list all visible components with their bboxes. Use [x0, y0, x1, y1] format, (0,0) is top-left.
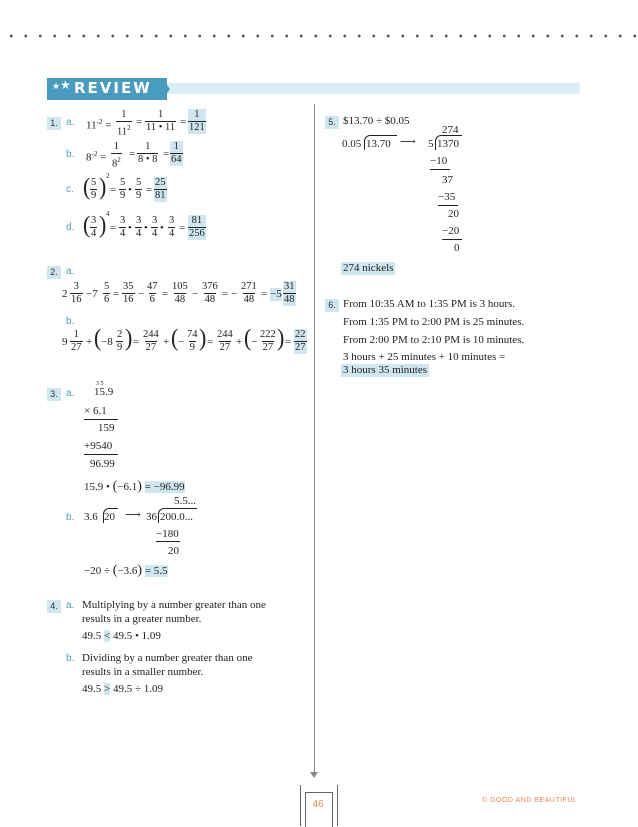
fraction: $\frac{376}{48}$ [202, 281, 218, 305]
fraction: $\frac{1}{11^2}$ [117, 109, 131, 138]
fraction: $\frac{2}{9}$ [117, 329, 123, 353]
question-number: 2. [47, 266, 61, 279]
column-divider [314, 104, 315, 776]
fraction: $\frac{47}{6}$ [147, 281, 158, 305]
part-letter: c. [66, 184, 74, 195]
fraction: $\frac{244}{27}$ [217, 329, 233, 353]
part-letter: a. [66, 388, 75, 399]
divider-arrow-icon [310, 772, 318, 778]
fraction: $\frac{5}{9}$ [120, 177, 126, 201]
arrow-right-icon: ⟶ [400, 136, 416, 148]
dotted-border [0, 34, 638, 38]
question-number: 4. [47, 600, 61, 613]
answer-fraction: $\frac{81}{256}$ [189, 215, 205, 239]
question-number: 3. [47, 388, 61, 401]
star-icon: ★ [52, 82, 61, 92]
fraction: $\frac{1}{8 • 8}$ [138, 141, 158, 165]
answer-fraction: $\frac{22}{27}$ [295, 329, 306, 353]
answer-fraction: $\frac{31}{48}$ [284, 281, 295, 305]
fraction: $\frac{3}{4}$ [91, 215, 97, 239]
fraction: $\frac{244}{27}$ [143, 329, 159, 353]
fraction: $\frac{5}{9}$ [136, 177, 142, 201]
equation: 15.9 • (−6.1) = −96.99 [84, 479, 185, 494]
fraction: $\frac{3}{16}$ [71, 281, 82, 305]
part-letter: b. [66, 149, 75, 160]
part-letter: b. [66, 512, 75, 523]
fraction: $\frac{3}{4}$ [136, 215, 142, 239]
answer: 274 nickels [343, 262, 394, 274]
header-stripe [160, 83, 580, 94]
fraction: $\frac{1}{8^2}$ [112, 141, 121, 170]
part-letter: b. [66, 653, 75, 664]
fraction: $\frac{222}{27}$ [260, 329, 276, 353]
fraction: $\frac{1}{11 • 11}$ [146, 109, 176, 133]
fraction: $\frac{3}{4}$ [120, 215, 126, 239]
fraction: $\frac{74}{9}$ [187, 329, 198, 353]
fraction: $\frac{5}{9}$ [91, 177, 97, 201]
fraction: $\frac{3}{4}$ [152, 215, 158, 239]
star-icon: ★ [60, 78, 71, 92]
fraction: $\frac{35}{16}$ [123, 281, 134, 305]
answer: 3 hours 35 minutes [343, 364, 428, 376]
question-number: 5. [325, 116, 339, 129]
part-letter: d. [66, 222, 75, 233]
expression: $11^{-2}$ = [86, 118, 112, 132]
comparison: 49.5 > 49.5 ÷ 1.09 [82, 683, 164, 695]
question-number: 6. [325, 299, 339, 312]
arrow-right-icon: ⟶ [125, 509, 141, 521]
question-number: 1. [47, 117, 61, 130]
answer-fraction: $\frac{1}{121}$ [189, 109, 205, 133]
fraction: $\frac{1}{27}$ [71, 329, 82, 353]
fraction: $\frac{271}{48}$ [241, 281, 257, 305]
expression: $8^{-2}$ = [86, 150, 107, 164]
answer-fraction: $\frac{25}{81}$ [155, 177, 166, 201]
header-banner-notch [162, 78, 170, 100]
brand-footer: © GOOD AND BEAUTIFUL [482, 797, 578, 804]
fraction: $\frac{5}{6}$ [104, 281, 110, 305]
part-letter: b. [66, 316, 75, 327]
fraction: $\frac{105}{48}$ [172, 281, 188, 305]
part-letter: a. [66, 266, 75, 277]
page-number: 46 [312, 799, 324, 810]
page-title: REVIEW [74, 79, 152, 97]
comparison: 49.5 < 49.5 • 1.09 [82, 630, 161, 642]
part-letter: a. [66, 600, 75, 611]
equation: −20 ÷ (−3.6) = 5.5 [84, 563, 168, 578]
answer-fraction: $\frac{1}{64}$ [171, 141, 182, 165]
part-letter: a. [66, 117, 75, 128]
fraction: $\frac{3}{4}$ [169, 215, 175, 239]
